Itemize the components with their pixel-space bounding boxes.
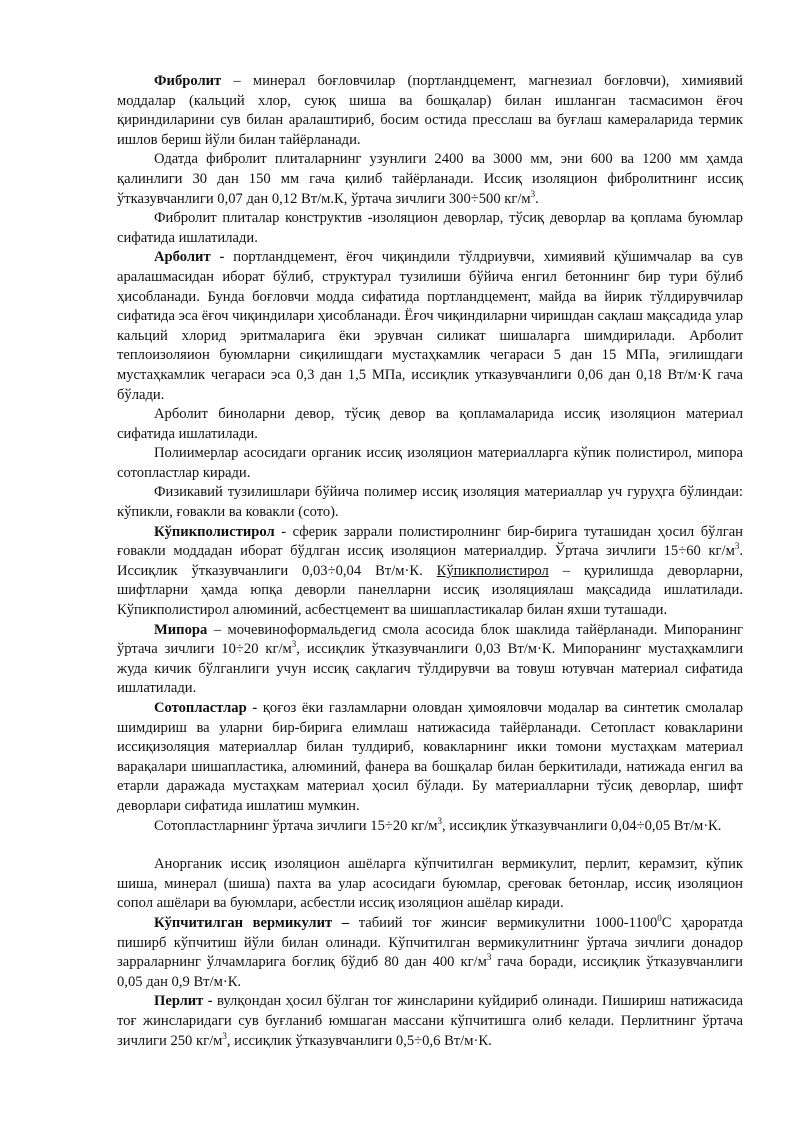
- term-perlite: Перлит -: [154, 993, 213, 1010]
- paragraph-arbolit-definition: Арболит - портландцемент, ёғоч чиқиндили тўлдриувчи, химиявий қўшимчалар ва сув аралашмасидан иборат бўлиб, структурал тузилиши бўйича енгил бетоннинг бир тури бўлиб ҳисобланади. Бунда боғловчи модда сифатида портландцемент, майда ва йирик тўлдирувчилар сифатида эса ёғоч чиқиндилари ҳисобланади. Ёғоч чиқиндиларни чиришдан сақлаш мақсадида улар кальций хлорид эритмаларига ёки эрувчан силикат шишаларга шимдирилади. Арболит теплоизоляион буюмларни сиқилишдаги мустаҳкамлик чегараси 5 дан 15 МПа, эгилишдаги мустаҳкамлик чегараси эса 0,3 дан 1,5 МПа, иссиқлик утказувчанлиги 0,06 дан 0,18 Вт/м·К гача бўлади.: [117, 249, 744, 403]
- paragraph-perlite-definition: Перлит - вулқондан ҳосил бўлган тоғ жинсларини куйдириб олинади. Пишириш натижасида тоғ жинсларидаги сув буғланиб юмшаган массани кўпчитишга олиб келади. Перлитнинг ўртача зичлиги 250 $кг/м^3$, иссиқлик ўтказувчанлиги 0,5÷0,6 Вт/м·К.: [117, 993, 744, 1049]
- paragraph-fibrolit-dimensions: Одатда фибролит плиталарнинг узунлиги 2400 ва 3000 мм, эни 600 ва 1200 мм ҳамда қалинлиги 30 дан 150 мм гача қилиб тайёрланади. Иссиқ изоляцион фибролитнинг иссиқ ўтказувчанлиги 0,07 дан 0,12 Вт/м.К, ўртача зичлиги 300÷500 $кг/м^3$.: [117, 151, 743, 207]
- term-polystyrene: Кўпикполистирол: [154, 523, 275, 540]
- term-fibrolit: Фибролит: [154, 73, 222, 89]
- paragraph-sotoplast-properties: Сотопластларнинг ўртача зичлиги 15÷20 $кг/м^3$, иссиқлик ўтказувчанлиги 0,04÷0,05 Вт/м·К.: [154, 815, 722, 834]
- paragraph-polymer-groups: Физикавий тузилишлари бўйича полимер иссиқ изоляция материаллар уч гуруҳга бўлиндаи: кўпикли, ғовакли ва ковакли (сото).: [117, 484, 743, 521]
- underlined-term-polystyrene: Кўпикполистирол: [436, 562, 549, 579]
- term-sotoplast: Сотопластлар -: [154, 700, 258, 716]
- paragraph-inorganic-intro: Анорганик иссиқ изоляцион ашёларга кўпчитилган вермикулит, перлит, керамзит, кўпик шиша, минерал (шиша) пахта ва улар асосидаги буюмлар, среғовак бетонлар, иссиқ изоляцион сопол ашёлари ва буюмлари, асбестли иссиқ изоляцион ашёлар киради.: [117, 856, 743, 912]
- term-arbolit: Арболит -: [154, 249, 225, 266]
- paragraph-polystyrene-definition: Кўпикполистирол - сферик заррали полистиролнинг бир-бирига туташидан ҳосил бўлган ғовакли моддадан иборат бўдлган иссиқ изоляцион материалдир. Ўртача зичлиги 15÷60 $кг/м^3$. Иссиқлик ўтказувчанлиги 0,03÷0,04 Вт/м·К. Кўпикполистирол – қурилишда деворларни, шифтларни ҳамда юпқа деворли панелларни иссиқ изоляциялаш мақсадида ишлатилади. Кўпикполистирол алюминий, асбестцемент ва шишапластикалар билан яхши туташади.: [117, 523, 743, 619]
- paragraph-vermiculite-definition: Кўпчитилган вермикулит – табиий тоғ жинсиғ вермикулитни 1000-1100$^0$С ҳароратда пиширб кўпчитиш йўли билан олинади. Кўпчитилган вермикулитнинг ўртача зичлиги донадор зарраларнинг ўлчамларига боғлиқ бўдиб 80 дан 400 $кг/м^3$ гача боради, иссиқлик ўтказувчанлиги 0,05 дан 0,9 Вт/м·К.: [117, 913, 743, 990]
- term-mipora: Мипора: [154, 621, 208, 638]
- paragraph-mipora-definition: Мипора – мочевиноформальдегид смола асосида блок шаклида тайёрланади. Мипоранинг ўртача зичлиги 10÷20 $кг/м^3$, иссиқлик ўтказувчанлиги 0,03 Вт/м·К. Мипоранинг мустаҳкамлиги жуда кичик бўлганлиги учун иссиқ сақлагич тўлдирувчи ва товуш ютувчан материал сифатида ишлатилади.: [117, 621, 743, 697]
- term-vermiculite: Кўпчитилган вермикулит –: [154, 914, 350, 931]
- blank-line: [117, 836, 743, 855]
- paragraph-fibrolit-usage: Фибролит плиталар конструктив -изоляцион деворлар, тўсиқ деворлар ва қоплама буюмлар сифатида ишлатилади.: [117, 210, 743, 246]
- document-page: [117, 72, 743, 1051]
- paragraph-fibrolit-definition: Фибролит – минерал боғловчилар (портландцемент, магнезиал боғловчи), химиявий моддалар (кальций хлор, суюқ шиша ва бошқалар) билан ишланган тасмасимон ёғоч қириндиларини сув билан аралаштириб, босим остида пресслаш ва буғлаш камераларида термик ишлов бериш йўли билан тайёрланади.: [117, 73, 743, 148]
- paragraph-arbolit-usage: Арболит биноларни девор, тўсиқ девор ва қопламаларида иссиқ изоляцион материал сифатида ишлатилади.: [117, 406, 743, 442]
- paragraph-polymer-intro: Полиимерлар асосидаги органик иссиқ изоляцион материалларга кўпик полистирол, мипора сотопластлар киради.: [117, 445, 743, 481]
- paragraph-sotoplast-definition: Сотопластлар - қоғоз ёки газламларни оловдан ҳимояловчи модалар ва синтетик смолалар шимдириш ва уларни бир-бирига елимлаш натижасида тайёрланади. Сетопласт ковакларини иссиқизоляция материаллар билан тулдириб, ковакларнинг икки томони мустаҳкам материал варақалари шишапластика, алюминий, фанера ва бошқалар билан беркитилади, натижада енгил ва етарли даражада мустаҳкам материал ҳосил бўлади. Бу материалларни тўсиқ деворлар, шифт деворлари сифатида ишлатиш мумкин.: [117, 700, 743, 814]
